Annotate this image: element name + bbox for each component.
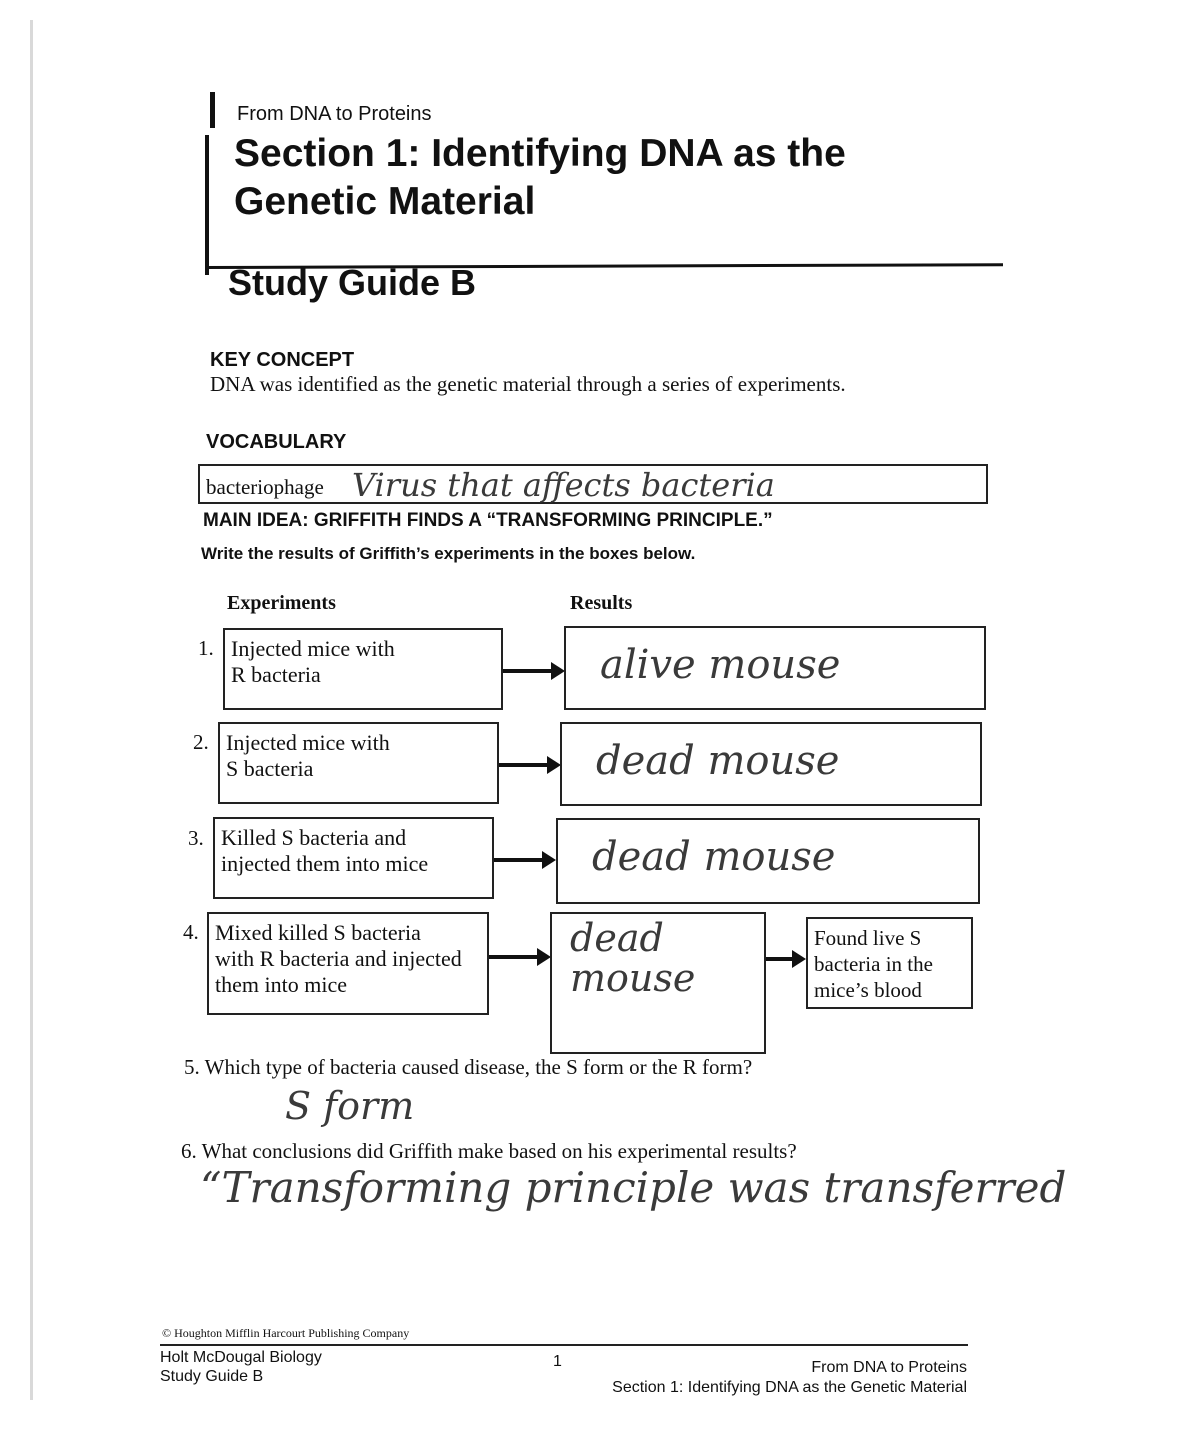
experiment-3-line-2: injected them into mice <box>221 851 429 876</box>
arrow-2 <box>499 763 551 767</box>
main-idea-instruction: Write the results of Griffith’s experiments in the boxes below. <box>201 544 696 563</box>
question-6: 6. What conclusions did Griffith make based on his experimental results? <box>181 1139 797 1163</box>
study-guide-title: Study Guide B <box>228 262 477 303</box>
experiment-4-box <box>207 912 489 1015</box>
result-4-box[interactable] <box>550 912 766 1054</box>
copyright: © Houghton Mifflin Harcourt Publishing Company <box>162 1326 410 1340</box>
question-6-answer[interactable]: “Transforming principle was transferred <box>200 1163 1067 1212</box>
extra-result-line-2: bacteria in the <box>814 952 933 976</box>
result-1-box[interactable] <box>564 626 986 710</box>
title-line-1: Section 1: Identifying DNA as the <box>234 132 846 175</box>
experiment-1-line-1: Injected mice with <box>231 636 395 661</box>
arrow-4 <box>489 955 541 959</box>
main-idea-heading: MAIN IDEA: GRIFFITH FINDS A “TRANSFORMING PRINCIPLE.” <box>203 510 773 531</box>
footer-right <box>560 1358 967 1398</box>
footer-right-line-2: Section 1: Identifying DNA as the Genetic Material <box>612 1379 967 1396</box>
vocabulary-answer[interactable]: Virus that affects bacteria <box>352 466 775 504</box>
result-4-answer <box>570 918 695 998</box>
chapter-label: From DNA to Proteins <box>237 103 432 125</box>
row-1-number: 1. <box>198 636 214 660</box>
experiment-4-line-3: them into mice <box>215 972 347 997</box>
result-4-line-2: mouse <box>570 956 696 1000</box>
key-concept-heading: KEY CONCEPT <box>210 349 355 371</box>
footer-left-line-2: Study Guide B <box>160 1368 264 1385</box>
footer-right-line-1: From DNA to Proteins <box>811 1359 967 1376</box>
arrow-1 <box>503 669 555 673</box>
result-3-box[interactable] <box>556 818 980 904</box>
header-bracket <box>205 135 209 275</box>
row-3-number: 3. <box>188 826 204 850</box>
experiment-2-box <box>218 722 499 804</box>
experiment-1-box <box>223 628 503 710</box>
result-1-answer: alive mouse <box>600 642 841 688</box>
page-title <box>234 130 846 226</box>
result-2-box[interactable] <box>560 722 982 806</box>
results-label: Results <box>570 592 633 614</box>
question-5: 5. Which type of bacteria caused disease, the S form or the R form? <box>184 1055 753 1079</box>
header-bracket-tick <box>210 92 215 128</box>
experiment-2-line-1: Injected mice with <box>226 730 390 755</box>
row-4-number: 4. <box>183 920 199 944</box>
title-line-2: Genetic Material <box>234 180 536 223</box>
scan-edge <box>30 20 33 1400</box>
arrow-3 <box>494 858 546 862</box>
footer-left-line-1: Holt McDougal Biology <box>160 1349 322 1366</box>
footer-rule <box>160 1344 968 1346</box>
key-concept-text: DNA was identified as the genetic material through a series of experiments. <box>210 372 846 396</box>
experiment-3-box <box>213 817 494 899</box>
experiment-3-line-1: Killed S bacteria and <box>221 825 407 850</box>
vocabulary-heading: VOCABULARY <box>206 431 347 453</box>
extra-result-box <box>806 917 973 1009</box>
question-5-answer[interactable]: S form <box>285 1084 415 1128</box>
footer-left <box>160 1348 322 1386</box>
vocabulary-box <box>198 464 988 504</box>
experiment-1-line-2: R bacteria <box>231 662 321 687</box>
result-4-line-1: dead <box>570 916 664 960</box>
extra-result-line-3: mice’s blood <box>814 978 922 1002</box>
row-2-number: 2. <box>193 730 209 754</box>
experiment-2-line-2: S bacteria <box>226 756 314 781</box>
experiment-4-line-1: Mixed killed S bacteria <box>215 920 421 945</box>
result-3-answer: dead mouse <box>592 834 836 880</box>
vocabulary-term: bacteriophage <box>206 475 324 499</box>
extra-result-line-1: Found live S <box>814 926 922 950</box>
experiment-4-line-2: with R bacteria and injected <box>215 946 462 971</box>
page-number: 1 <box>553 1353 562 1370</box>
experiments-label: Experiments <box>227 592 336 614</box>
result-2-answer: dead mouse <box>596 738 840 784</box>
arrow-5 <box>766 957 796 961</box>
